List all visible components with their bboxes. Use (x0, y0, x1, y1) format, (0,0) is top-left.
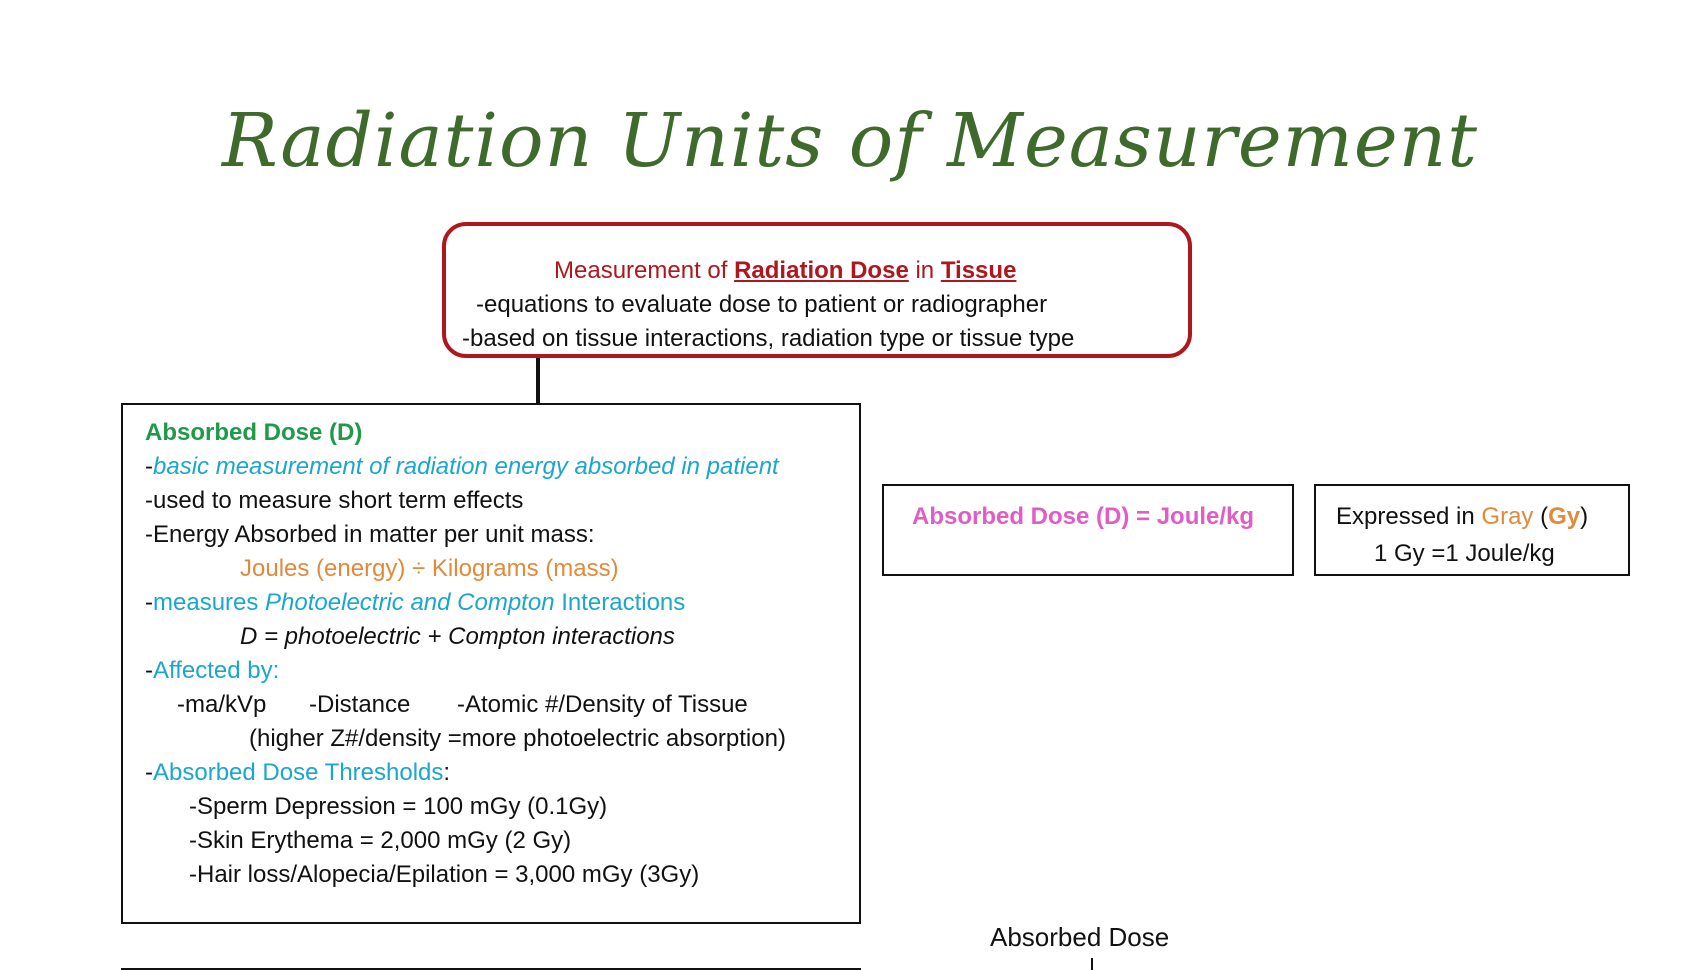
definition-box (442, 222, 1192, 358)
note-line: -Energy Absorbed in matter per unit mass: (145, 521, 595, 548)
absorbed-dose-box (121, 403, 861, 924)
unit-name: Gray (1481, 503, 1534, 530)
note-line: -used to measure short term effects (145, 487, 524, 514)
definition-heading: Measurement of Radiation Dose in Tissue (554, 257, 1017, 284)
unit-symbol: Gy (1548, 503, 1581, 530)
formula-text: Absorbed Dose (D) = Joule/kg (912, 503, 1255, 530)
threshold-line: -Skin Erythema = 2,000 mGy (2 Gy) (189, 827, 572, 854)
factor-mkvp: -ma/kVp (177, 691, 267, 718)
connector-line (536, 358, 540, 405)
threshold-line: -Sperm Depression = 100 mGy (0.1Gy) (189, 793, 608, 820)
formula-line: D = photoelectric + Compton interactions (240, 623, 675, 650)
note-line: -Absorbed Dose Thresholds: (145, 759, 451, 786)
page-title: Radiation Units of Measurement (221, 98, 1479, 184)
absorbed-dose-heading: Absorbed Dose (D) (145, 419, 363, 446)
note-line: (higher Z#/density =more photoelectric absorption) (249, 725, 786, 752)
unit-box (1314, 484, 1630, 576)
connector-tick (1091, 958, 1093, 970)
unit-equivalence: 1 Gy =1 Joule/kg (1374, 540, 1555, 567)
formula-line: Joules (energy) ÷ Kilograms (mass) (240, 555, 619, 582)
threshold-line: -Hair loss/Alopecia/Epilation = 3,000 mGy (3Gy) (189, 861, 700, 888)
term-tissue: Tissue (940, 257, 1017, 284)
definition-line: -based on tissue interactions, radiation type or tissue type (462, 325, 1075, 352)
definition-line: -equations to evaluate dose to patient or radiographer (476, 291, 1048, 318)
unit-line: Expressed in Gray (Gy) (1336, 503, 1589, 530)
note-line: -basic measurement of radiation energy absorbed in patient (145, 453, 779, 480)
factor-atomic-number: -Atomic #/Density of Tissue (457, 691, 748, 718)
term-radiation-dose: Radiation Dose (734, 257, 909, 284)
note-line: -measures Photoelectric and Compton Interactions (145, 589, 686, 616)
formula-box (882, 484, 1294, 576)
factor-distance: -Distance (309, 691, 411, 718)
note-line: -Affected by: (145, 657, 280, 684)
bottom-section-label: Absorbed Dose (990, 922, 1170, 952)
